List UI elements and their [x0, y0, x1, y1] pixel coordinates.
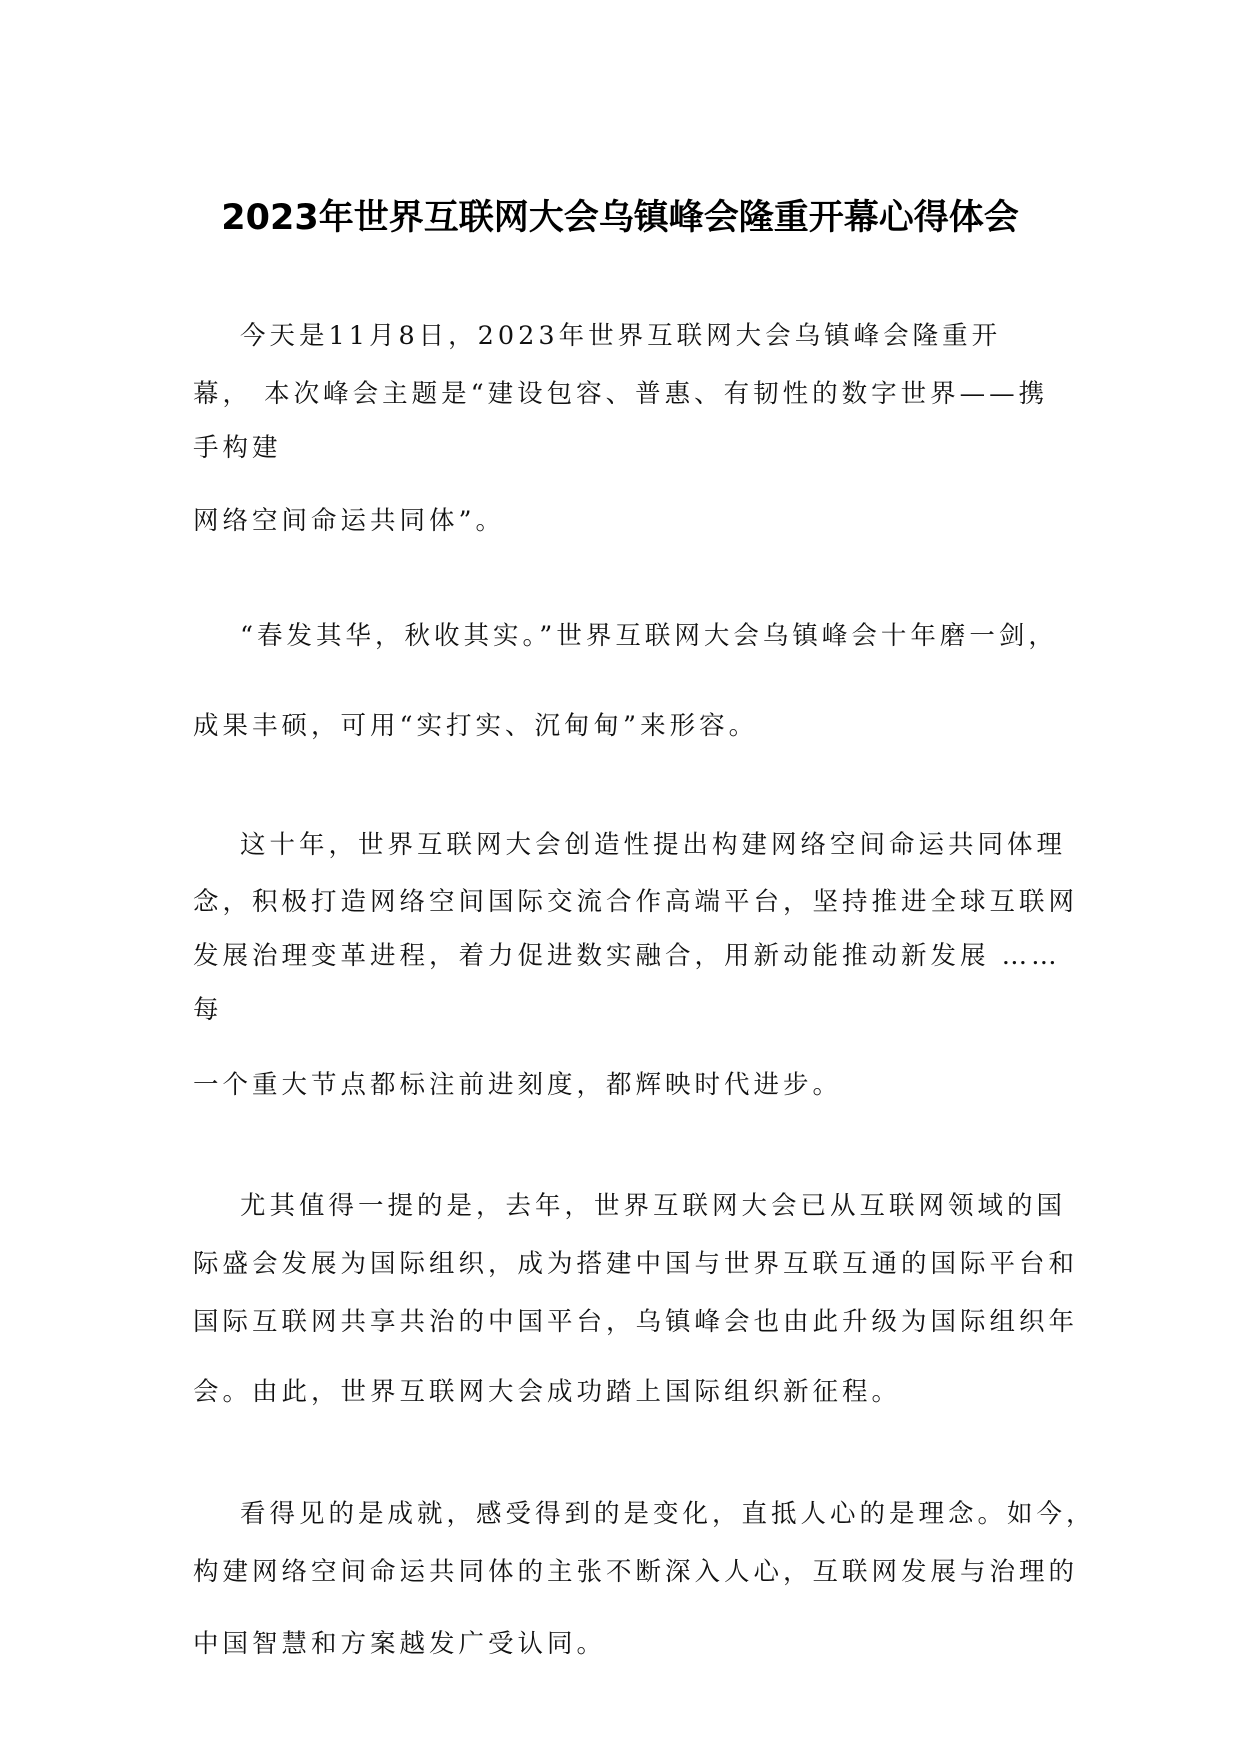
paragraph-1-line-4: 网络空间命运共同体”。: [193, 506, 506, 536]
paragraph-4-line-2: 际盛会发展为国际组织，成为搭建中国与世界互联互通的国际平台和: [193, 1249, 1079, 1279]
paragraph-3-line-5: 一个重大节点都标注前进刻度，都辉映时代进步。: [193, 1070, 843, 1100]
paragraph-2-line-2: 成果丰硕，可用“实打实、沉甸甸”来形容。: [193, 711, 759, 741]
paragraph-5-line-3: 中国智慧和方案越发广受认同。: [193, 1629, 607, 1659]
paragraph-4-line-1: 尤其值得一提的是，去年，世界互联网大会已从互联网领域的国: [240, 1191, 1067, 1221]
paragraph-3-line-1: 这十年，世界互联网大会创造性提出构建网络空间命运共同体理: [240, 830, 1067, 860]
paragraph-1-line-1: 今天是11月8日，2023年世界互联网大会乌镇峰会隆重开: [240, 321, 1002, 351]
paragraph-5-line-1: 看得见的是成就，感受得到的是变化，直抵人心的是理念。如今，: [240, 1499, 1096, 1529]
paragraph-3-line-4: 每: [193, 995, 223, 1025]
document-title: 2023年世界互联网大会乌镇峰会隆重开幕心得体会: [221, 198, 1019, 238]
paragraph-1-line-2: 幕， 本次峰会主题是“建设包容、普惠、有韧性的数字世界——携: [193, 379, 1049, 409]
paragraph-1-line-3: 手构建: [193, 433, 282, 463]
paragraph-5-line-2: 构建网络空间命运共同体的主张不断深入人心，互联网发展与治理的: [193, 1557, 1079, 1587]
paragraph-3-line-3: 发展治理变革进程，着力促进数实融合，用新动能推动新发展 ……: [193, 941, 1061, 971]
paragraph-2-line-1: “春发其华，秋收其实。”世界互联网大会乌镇峰会十年磨一剑，: [240, 621, 1058, 651]
paragraph-4-line-4: 会。由此，世界互联网大会成功踏上国际组织新征程。: [193, 1377, 902, 1407]
paragraph-4-line-3: 国际互联网共享共治的中国平台，乌镇峰会也由此升级为国际组织年: [193, 1307, 1079, 1337]
paragraph-3-line-2: 念，积极打造网络空间国际交流合作高端平台，坚持推进全球互联网: [193, 887, 1079, 917]
